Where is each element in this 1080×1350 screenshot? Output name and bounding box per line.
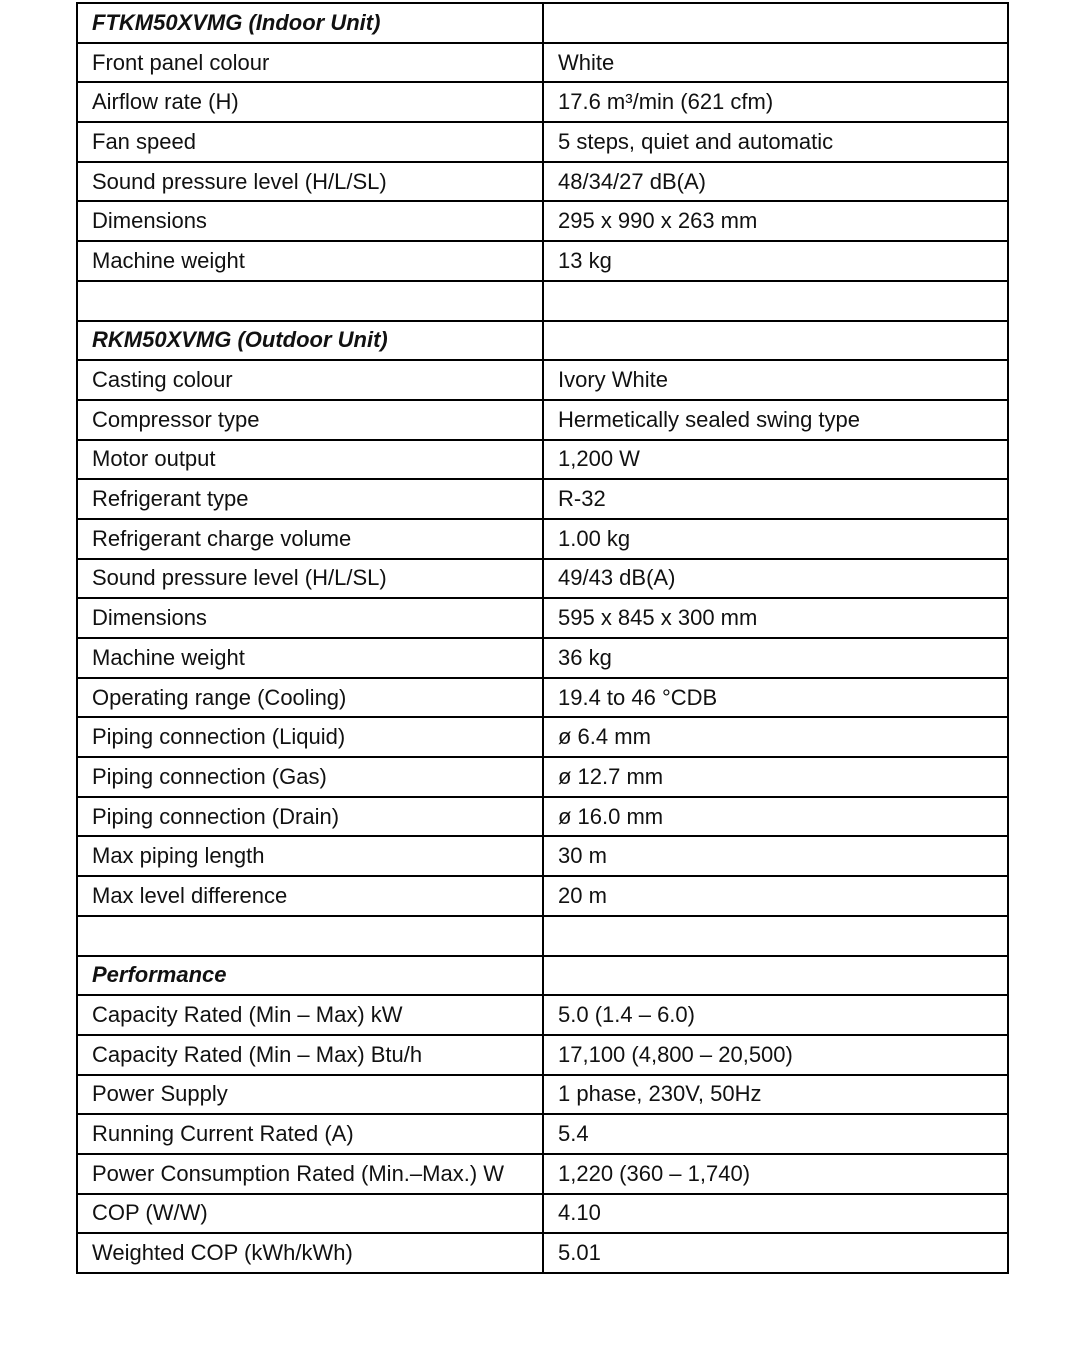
table-row bbox=[77, 598, 1008, 638]
spec-value: 1.00 kg bbox=[543, 519, 1008, 559]
spec-value: 17.6 m³/min (621 cfm) bbox=[543, 82, 1008, 122]
spec-value: 1 phase, 230V, 50Hz bbox=[543, 1075, 1008, 1115]
table-row bbox=[77, 638, 1008, 678]
section-heading-empty-cell bbox=[543, 321, 1008, 361]
spec-label: Dimensions bbox=[77, 201, 543, 241]
spec-value: ø 6.4 mm bbox=[543, 717, 1008, 757]
spec-label: COP (W/W) bbox=[77, 1194, 543, 1234]
spec-label: Capacity Rated (Min – Max) kW bbox=[77, 995, 543, 1035]
spec-label: Motor output bbox=[77, 440, 543, 480]
section-heading-row bbox=[77, 3, 1008, 43]
section-heading: RKM50XVMG (Outdoor Unit) bbox=[77, 321, 543, 361]
table-row bbox=[77, 201, 1008, 241]
table-row bbox=[77, 1075, 1008, 1115]
spec-value: 1,200 W bbox=[543, 440, 1008, 480]
spec-label: Power Supply bbox=[77, 1075, 543, 1115]
spec-value: 4.10 bbox=[543, 1194, 1008, 1234]
table-row bbox=[77, 1114, 1008, 1154]
table-row bbox=[77, 43, 1008, 83]
table-row bbox=[77, 836, 1008, 876]
table-row bbox=[77, 122, 1008, 162]
spacer-cell bbox=[543, 916, 1008, 956]
spec-label: Piping connection (Liquid) bbox=[77, 717, 543, 757]
section-heading-empty-cell bbox=[543, 956, 1008, 996]
table-row bbox=[77, 360, 1008, 400]
spec-value: 295 x 990 x 263 mm bbox=[543, 201, 1008, 241]
spacer-row bbox=[77, 916, 1008, 956]
table-row bbox=[77, 162, 1008, 202]
spec-value: 5 steps, quiet and automatic bbox=[543, 122, 1008, 162]
spec-label: Front panel colour bbox=[77, 43, 543, 83]
spacer-cell bbox=[77, 916, 543, 956]
table-row bbox=[77, 82, 1008, 122]
spec-label: Piping connection (Gas) bbox=[77, 757, 543, 797]
spec-label: Weighted COP (kWh/kWh) bbox=[77, 1233, 543, 1273]
spec-label: Sound pressure level (H/L/SL) bbox=[77, 162, 543, 202]
spec-value: 595 x 845 x 300 mm bbox=[543, 598, 1008, 638]
spec-value: 19.4 to 46 °CDB bbox=[543, 678, 1008, 718]
spec-table-body bbox=[77, 3, 1008, 1273]
spec-label: Airflow rate (H) bbox=[77, 82, 543, 122]
section-heading-empty-cell bbox=[543, 3, 1008, 43]
spec-value: 36 kg bbox=[543, 638, 1008, 678]
section-heading: FTKM50XVMG (Indoor Unit) bbox=[77, 3, 543, 43]
table-row bbox=[77, 400, 1008, 440]
spec-label: Machine weight bbox=[77, 241, 543, 281]
spec-value: 5.0 (1.4 – 6.0) bbox=[543, 995, 1008, 1035]
spec-label: Running Current Rated (A) bbox=[77, 1114, 543, 1154]
spec-value: 30 m bbox=[543, 836, 1008, 876]
spec-value: 49/43 dB(A) bbox=[543, 559, 1008, 599]
spec-label: Capacity Rated (Min – Max) Btu/h bbox=[77, 1035, 543, 1075]
spec-label: Refrigerant type bbox=[77, 479, 543, 519]
table-row bbox=[77, 717, 1008, 757]
table-row bbox=[77, 479, 1008, 519]
spec-label: Operating range (Cooling) bbox=[77, 678, 543, 718]
spec-value: 1,220 (360 – 1,740) bbox=[543, 1154, 1008, 1194]
spec-value: 20 m bbox=[543, 876, 1008, 916]
table-row bbox=[77, 1154, 1008, 1194]
table-row bbox=[77, 519, 1008, 559]
section-heading-row bbox=[77, 956, 1008, 996]
table-row bbox=[77, 559, 1008, 599]
table-row bbox=[77, 797, 1008, 837]
spec-value: 5.4 bbox=[543, 1114, 1008, 1154]
spec-value: Hermetically sealed swing type bbox=[543, 400, 1008, 440]
table-row bbox=[77, 1035, 1008, 1075]
spec-value: Ivory White bbox=[543, 360, 1008, 400]
table-row bbox=[77, 241, 1008, 281]
table-row bbox=[77, 1233, 1008, 1273]
spec-value: 48/34/27 dB(A) bbox=[543, 162, 1008, 202]
table-row bbox=[77, 440, 1008, 480]
table-row bbox=[77, 757, 1008, 797]
spec-label: Fan speed bbox=[77, 122, 543, 162]
spacer-cell bbox=[543, 281, 1008, 321]
spec-label: Casting colour bbox=[77, 360, 543, 400]
spec-label: Compressor type bbox=[77, 400, 543, 440]
spec-label: Machine weight bbox=[77, 638, 543, 678]
spec-value: R-32 bbox=[543, 479, 1008, 519]
spec-value: 5.01 bbox=[543, 1233, 1008, 1273]
section-heading-row bbox=[77, 321, 1008, 361]
spec-value: 17,100 (4,800 – 20,500) bbox=[543, 1035, 1008, 1075]
spec-label: Sound pressure level (H/L/SL) bbox=[77, 559, 543, 599]
table-row bbox=[77, 995, 1008, 1035]
spec-label: Refrigerant charge volume bbox=[77, 519, 543, 559]
spec-value: ø 12.7 mm bbox=[543, 757, 1008, 797]
spec-value: White bbox=[543, 43, 1008, 83]
table-row bbox=[77, 1194, 1008, 1234]
spacer-cell bbox=[77, 281, 543, 321]
spec-label: Piping connection (Drain) bbox=[77, 797, 543, 837]
table-row bbox=[77, 678, 1008, 718]
spec-table bbox=[76, 2, 1009, 1274]
spec-label: Dimensions bbox=[77, 598, 543, 638]
table-row bbox=[77, 876, 1008, 916]
spec-label: Max level difference bbox=[77, 876, 543, 916]
spec-value: 13 kg bbox=[543, 241, 1008, 281]
spec-value: ø 16.0 mm bbox=[543, 797, 1008, 837]
spacer-row bbox=[77, 281, 1008, 321]
spec-label: Power Consumption Rated (Min.–Max.) W bbox=[77, 1154, 543, 1194]
section-heading: Performance bbox=[77, 956, 543, 996]
spec-label: Max piping length bbox=[77, 836, 543, 876]
